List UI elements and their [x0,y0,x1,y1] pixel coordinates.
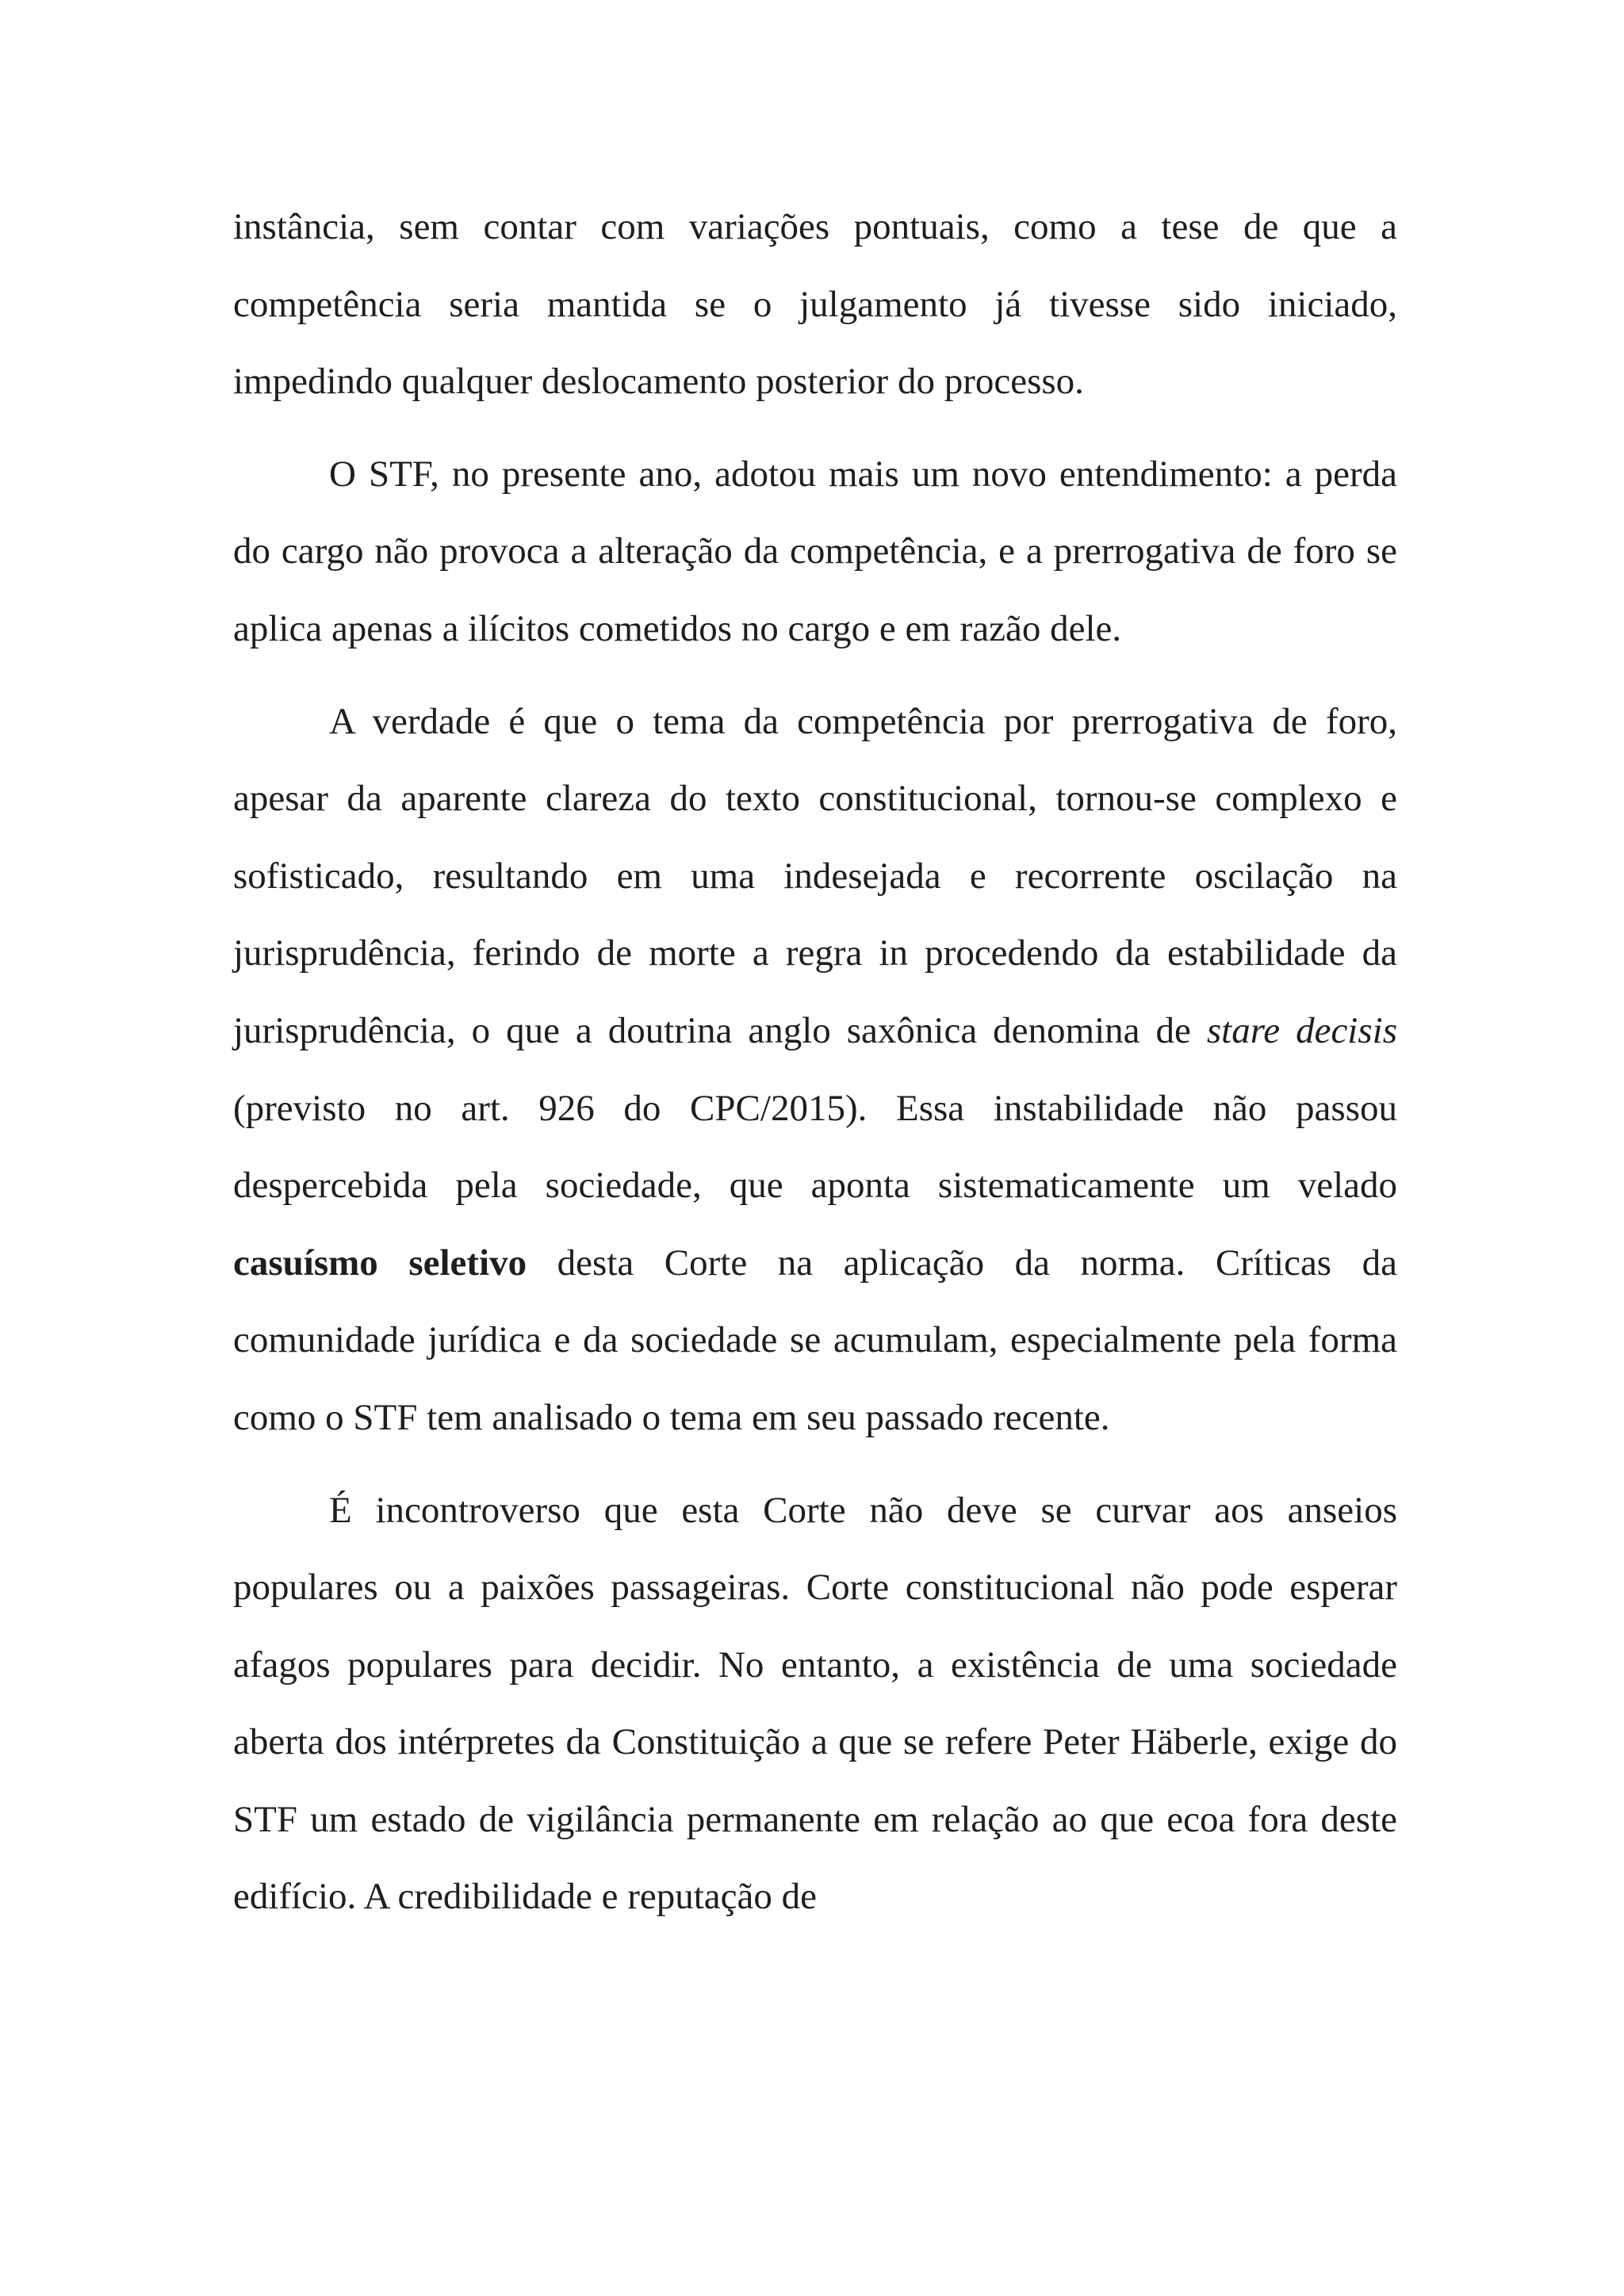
latin-term-stare-decisis: stare decisis [1206,1009,1397,1051]
paragraph-3-text-a: A verdade é que o tema da competência por prerrogativa de foro, apesar da aparente clareza do texto constitucional, tornou-se complexo e sofisticado, resultando em uma indesejada e recorrente oscilação na jurisprudência, ferindo de morte a regra in procedendo da estabilidade da jurisprudência, o que a doutrina anglo saxônica denomina de [233,700,1397,1051]
paragraph-3-text-b: (previsto no art. 926 do CPC/2015). Essa instabilidade não passou despercebida pela sociedade, que aponta sistematicamente um velado [233,1087,1397,1207]
paragraph-2: O STF, no presente ano, adotou mais um novo entendimento: a perda do cargo não provoca a alteração da competência, e a prerrogativa de foro se aplica apenas a ilícitos cometidos no cargo e em razão dele. [233,453,1397,649]
paragraph-3 [233,683,1397,1457]
paragraph-3-text-c: desta Corte na aplicação da norma. Críticas da comunidade jurídica e da sociedade se acumulam, especialmente pela forma como o STF tem analisado o tema em seu passado recente. [233,1242,1397,1438]
document-body [233,189,1397,1951]
paragraph-1: instância, sem contar com variações pontuais, como a tese de que a competência seria mantida se o julgamento já tivesse sido iniciado, impedindo qualquer deslocamento posterior do processo. [233,206,1397,403]
paragraph-4: É incontroverso que esta Corte não deve se curvar aos anseios populares ou a paixões passageiras. Corte constitucional não pode esperar afagos populares para decidir. No entanto, a existência de uma sociedade aberta dos intérpretes da Constituição a que se refere Peter Häberle, exige do STF um estado de vigilância permanente em relação ao que ecoa fora deste edifício. A credibilidade e reputação de [233,1489,1397,1918]
emphasis-casuismo-seletivo: casuísmo seletivo [233,1242,527,1284]
